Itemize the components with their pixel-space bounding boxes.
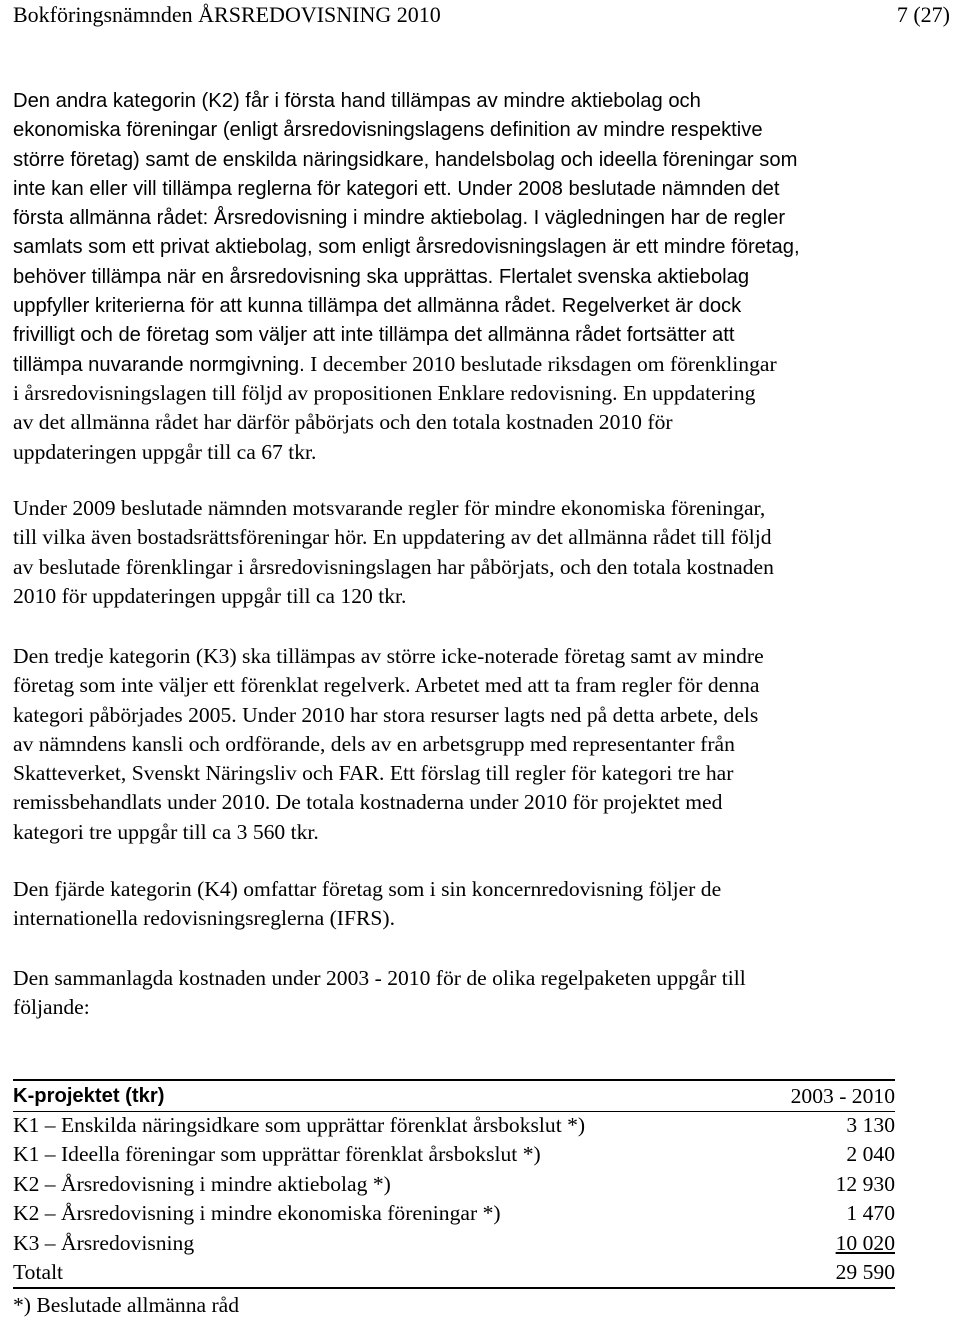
text-line: [13, 701, 953, 730]
text-run: Den andra kategorin (K2) får i första hand tillämpas av mindre aktiebolag och: [13, 90, 701, 112]
text-line: [13, 759, 953, 788]
text-run: Under 2009 beslutade nämnden motsvarande regler för mindre ekonomiska föreningar,: [13, 496, 766, 520]
row-value: 12 930: [835, 1172, 895, 1196]
paragraph-k2-associations: [13, 494, 953, 611]
paragraph-k2-companies: [13, 86, 953, 467]
text-run: kategori påbörjades 2005. Under 2010 har stora resurser lagts ned på detta arbete, dels: [13, 702, 759, 727]
text-line: [13, 115, 953, 144]
text-run: större företag) samt de enskilda näringsidkare, handelsbolag och ideella föreningar som: [13, 148, 798, 171]
paragraph-cost-intro: [13, 964, 953, 1023]
text-run: av det allmänna rådet har därför påbörjats och den totala kostnaden 2010 för: [13, 410, 673, 435]
text-run: remissbehandlats under 2010. De totala kostnaderna under 2010 för projektet med: [13, 790, 723, 815]
row-value: 3 130: [846, 1113, 895, 1137]
text-line: [13, 203, 953, 232]
text-run: samlats som ett privat aktiebolag, som enligt årsredovisningslagen är ett mindre företag,: [13, 236, 800, 259]
text-run: 2010 för uppdateringen uppgår till ca 120 tkr.: [13, 583, 407, 608]
document-title: Bokföringsnämnden ÅRSREDOVISNING 2010: [13, 2, 441, 27]
paragraph-k3: [13, 642, 953, 847]
row-value: 1 470: [846, 1201, 895, 1225]
text-line: [13, 408, 953, 437]
table-row: [13, 1198, 895, 1228]
row-label: K3 – Årsredovisning: [13, 1231, 195, 1255]
text-line: [13, 438, 953, 467]
text-run: av beslutade förenklingar i årsredovisningslagen har påbörjats, och den totala kostnaden: [13, 554, 774, 579]
text-run: internationella redovisningsreglerna (IFRS).: [13, 906, 395, 931]
text-run: kategori tre uppgår till ca 3 560 tkr.: [13, 819, 319, 844]
text-run: Den tredje kategorin (K3) ska tillämpas av större icke-noterade företag samt av mindre: [13, 644, 764, 668]
text-line: [13, 523, 953, 552]
text-run: Den sammanlagda kostnaden under 2003 - 2010 för de olika regelpaketen uppgår till: [13, 966, 746, 990]
text-line: [13, 904, 953, 933]
total-label: Totalt: [13, 1260, 64, 1284]
text-run: frivilligt och de företag som väljer att inte tillämpa det allmänna rådet fortsätter att: [13, 324, 735, 347]
text-line: [13, 671, 953, 700]
row-label: K1 – Enskilda näringsidkare som upprättar förenklat årsbokslut *): [13, 1113, 586, 1137]
text-run: behöver tillämpa när en årsredovisning ska upprättas. Flertalet svenska aktiebolag: [13, 265, 750, 288]
row-label: K1 – Ideella föreningar som upprättar förenklat årsbokslut *): [13, 1142, 541, 1166]
text-line: [13, 379, 953, 408]
text-run: av nämndens kansli och ordförande, dels av en arbetsgrupp med representanter från: [13, 731, 735, 756]
text-line: [13, 350, 953, 379]
table-total-row: [13, 1257, 895, 1287]
text-run: Skatteverket, Svenskt Näringsliv och FAR. Ett förslag till regler för kategori tre har: [13, 761, 734, 786]
table-header-label: K-projektet (tkr): [13, 1085, 165, 1107]
table-row: [13, 1139, 895, 1169]
page-header: [13, 0, 950, 30]
total-value: 29 590: [835, 1260, 895, 1284]
text-line: [13, 86, 953, 115]
text-line: [13, 582, 953, 611]
text-run: följande:: [13, 995, 90, 1020]
table-header-row: [13, 1081, 895, 1111]
text-run: uppdateringen uppgår till ca 67 tkr.: [13, 439, 317, 464]
text-line: [13, 818, 953, 847]
table-row: [13, 1169, 895, 1199]
text-line: [13, 993, 953, 1022]
text-line: [13, 291, 953, 320]
text-line: [13, 553, 953, 582]
row-value: 10 020: [835, 1231, 895, 1255]
text-line: [13, 145, 953, 174]
text-run: första allmänna rådet: Årsredovisning i mindre aktiebolag. I vägledningen har de regler: [13, 207, 786, 230]
table-header-value: 2003 - 2010: [790, 1084, 895, 1108]
text-run: i årsredovisningslagen till följd av propositionen Enklare redovisning. En uppdatering: [13, 380, 756, 405]
row-value: 2 040: [846, 1142, 895, 1166]
page-number: 7 (27): [896, 2, 950, 27]
text-run: uppfyller kriterierna för att kunna tillämpa det allmänna rådet. Regelverket är dock: [13, 295, 742, 318]
text-run: I december 2010 beslutade riksdagen om förenklingar: [304, 351, 777, 376]
row-label: K2 – Årsredovisning i mindre aktiebolag *): [13, 1172, 391, 1196]
text-line: [13, 788, 953, 817]
table-row: [13, 1228, 895, 1258]
text-line: [13, 320, 953, 349]
table-row: [13, 1110, 895, 1140]
text-run: Den fjärde kategorin (K4) omfattar företag som i sin koncernredovisning följer de: [13, 877, 722, 901]
text-run: företag som inte väljer ett förenklat regelverk. Arbetet med att ta fram regler för denna: [13, 673, 760, 698]
text-run: till vilka även bostadsrättsföreningar hör. En uppdatering av det allmänna rådet till följd: [13, 525, 772, 550]
table-bottom-rule: [13, 1287, 895, 1289]
text-run: ekonomiska föreningar (enligt årsredovisningslagens definition av mindre respektive: [13, 119, 763, 142]
text-line: [13, 964, 953, 993]
row-label: K2 – Årsredovisning i mindre ekonomiska föreningar *): [13, 1201, 501, 1225]
text-line: [13, 642, 953, 671]
text-run: tillämpa nuvarande normgivning.: [13, 353, 305, 376]
table-footnote: *) Beslutade allmänna råd: [13, 1293, 240, 1317]
paragraph-k4: [13, 875, 953, 934]
text-line: [13, 875, 953, 904]
text-run: inte kan eller vill tillämpa reglerna för kategori ett. Under 2008 beslutade nämnden det: [13, 177, 780, 200]
text-line: [13, 262, 953, 291]
text-line: [13, 730, 953, 759]
text-line: [13, 232, 953, 261]
text-line: [13, 174, 953, 203]
text-line: [13, 494, 953, 523]
